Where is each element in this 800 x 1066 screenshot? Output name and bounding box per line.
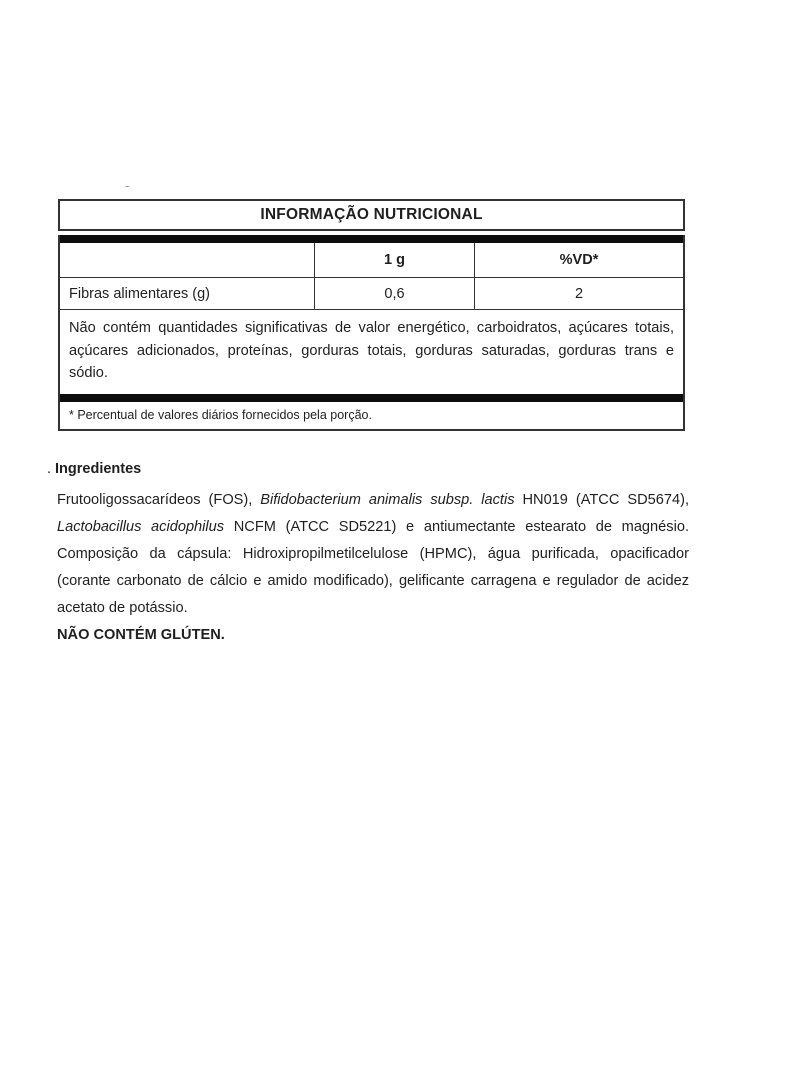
column-header-row <box>60 243 683 278</box>
header-daily-value-cell: %VD* <box>559 252 599 268</box>
ingredients-paragraph: Frutooligossacarídeos (FOS), Bifidobacterium animalis subsp. lactis HN019 (ATCC SD5674), Lactobacillus acidophilus NCFM (ATCC SD5221) e antiumectante estearato de magnésio. Composição da cápsula: Hidroxipropilmetilcelulose (HPMC), água purificada, opacificador (corante carbonato de cálcio e amido modificado), gelificante carragena e regulador de acidez acetato de potássio. <box>57 492 689 616</box>
gluten-free-notice: NÃO CONTÉM GLÚTEN. <box>57 627 225 643</box>
ingredients-heading-text: Ingredientes <box>55 461 142 477</box>
nutrition-table-title-box <box>58 199 685 231</box>
nutrition-table-body <box>58 235 685 431</box>
thick-divider-bottom <box>60 394 683 402</box>
header-empty-cell <box>60 243 315 277</box>
table-row <box>60 278 683 310</box>
ingredients-heading-dot: . <box>47 461 52 477</box>
nutrient-label-cell: Fibras alimentares (g) <box>60 278 315 309</box>
nutrition-facts-table <box>58 199 685 431</box>
nutrition-table-title: INFORMAÇÃO NUTRICIONAL <box>260 206 483 223</box>
nutrient-serving-value-cell: 0,6 <box>315 278 475 309</box>
insignificant-amounts-note: Não contém quantidades significativas de valor energético, carboidratos, açúcares totais, açúcares adicionados, proteínas, gorduras totais, gorduras saturadas, gorduras trans e sódio. <box>69 320 674 381</box>
thick-divider-top <box>60 235 683 243</box>
header-serving-cell: 1 g <box>315 243 475 277</box>
daily-value-footnote: * Percentual de valores diários fornecidos pela porção. <box>69 407 372 422</box>
scan-artifact-dash: - <box>125 178 130 193</box>
ingredients-heading <box>47 461 689 477</box>
ingredients-section <box>47 461 689 649</box>
nutrient-daily-value-cell: 2 <box>574 285 584 302</box>
